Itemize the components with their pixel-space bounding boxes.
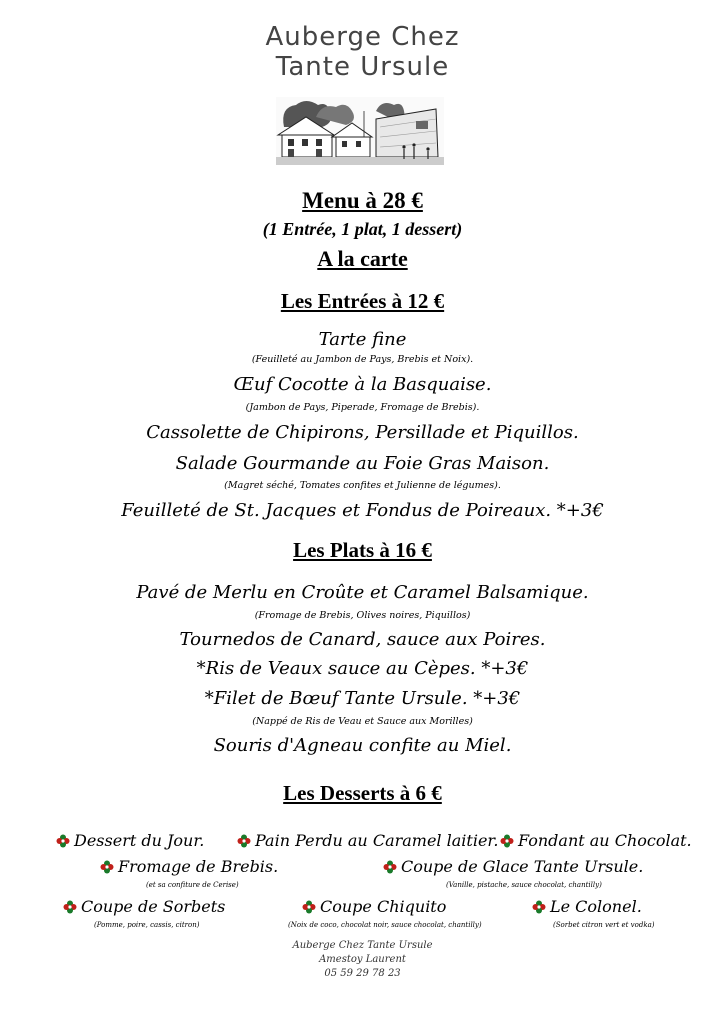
basque-cross-icon: [531, 899, 547, 915]
entree-note: (Feuilleté au Jambon de Pays, Brebis et Noix).: [251, 354, 474, 365]
basque-cross-icon: [99, 859, 115, 875]
desserts-heading: Les Desserts à 6 €: [283, 781, 442, 805]
menu-price-title: Menu à 28 €: [302, 188, 423, 213]
dessert-item: [301, 897, 446, 916]
dessert-item: [236, 831, 498, 850]
plat-item: Pavé de Merlu en Croûte et Caramel Balsamique.: [136, 582, 589, 603]
plat-item: Tournedos de Canard, sauce aux Poires.: [179, 629, 546, 650]
plat-item: Souris d'Agneau confite au Miel.: [213, 735, 512, 756]
plat-note: (Nappé de Ris de Veau et Sauce aux Morilles): [252, 716, 473, 727]
entree-item: Cassolette de Chipirons, Persillade et Piquillos.: [146, 422, 579, 443]
footer-name: Auberge Chez Tante Ursule: [292, 940, 433, 951]
entree-item: Salade Gourmande au Foie Gras Maison.: [175, 453, 550, 474]
dessert-note: (Sorbet citron vert et vodka): [553, 921, 655, 929]
entree-note: (Magret séché, Tomates confites et Julienne de légumes).: [224, 480, 501, 491]
restaurant-name-line2: Tante Ursule: [275, 52, 450, 82]
basque-cross-icon: [382, 859, 398, 875]
dessert-label: Fondant au Chocolat.: [518, 831, 692, 850]
dessert-label: Fromage de Brebis.: [118, 857, 279, 876]
plat-item: *Filet de Bœuf Tante Ursule. *+3€: [204, 688, 521, 709]
entrees-heading: Les Entrées à 12 €: [280, 289, 445, 313]
entree-item: Feuilleté de St. Jacques et Fondus de Poireaux. *+3€: [121, 500, 604, 521]
dessert-label: Le Colonel.: [550, 897, 642, 916]
plats-heading: Les Plats à 16 €: [293, 538, 432, 562]
dessert-item: [499, 831, 692, 850]
menu-composition: (1 Entrée, 1 plat, 1 dessert): [262, 219, 463, 239]
footer-owner: Amestoy Laurent: [319, 954, 406, 965]
dessert-item: [55, 831, 204, 850]
dessert-label: Coupe Chiquito: [320, 897, 447, 916]
dessert-item: [62, 897, 225, 916]
footer-phone: 05 59 29 78 23: [324, 968, 401, 979]
dessert-label: Pain Perdu au Caramel laitier.: [255, 831, 499, 850]
dessert-note: (Noix de coco, chocolat noir, sauce chocolat, chantilly): [288, 921, 482, 929]
plat-note: (Fromage de Brebis, Olives noires, Piquillos): [254, 610, 471, 621]
basque-cross-icon: [55, 833, 71, 849]
dessert-item: [531, 897, 642, 916]
restaurant-name: [0, 22, 725, 82]
basque-cross-icon: [62, 899, 78, 915]
a-la-carte-heading: A la carte: [317, 246, 408, 271]
dessert-item: [382, 857, 643, 876]
plat-item: *Ris de Veaux sauce au Cèpes. *+3€: [196, 658, 529, 679]
entree-item: Tarte fine: [318, 329, 407, 350]
auberge-sketch-image: [276, 97, 444, 165]
basque-cross-icon: [301, 899, 317, 915]
dessert-item: [99, 857, 278, 876]
restaurant-name-line1: Auberge Chez: [265, 22, 460, 52]
dessert-note: (Vanille, pistache, sauce chocolat, chantilly): [446, 881, 602, 889]
dessert-label: Coupe de Sorbets: [81, 897, 226, 916]
entree-item: Œuf Cocotte à la Basquaise.: [233, 374, 492, 395]
dessert-label: Dessert du Jour.: [74, 831, 205, 850]
dessert-label: Coupe de Glace Tante Ursule.: [401, 857, 644, 876]
dessert-note: (et sa confiture de Cerise): [146, 881, 239, 889]
dessert-note: (Pomme, poire, cassis, citron): [94, 921, 200, 929]
basque-cross-icon: [499, 833, 515, 849]
basque-cross-icon: [236, 833, 252, 849]
entree-note: (Jambon de Pays, Piperade, Fromage de Brebis).: [245, 402, 480, 413]
